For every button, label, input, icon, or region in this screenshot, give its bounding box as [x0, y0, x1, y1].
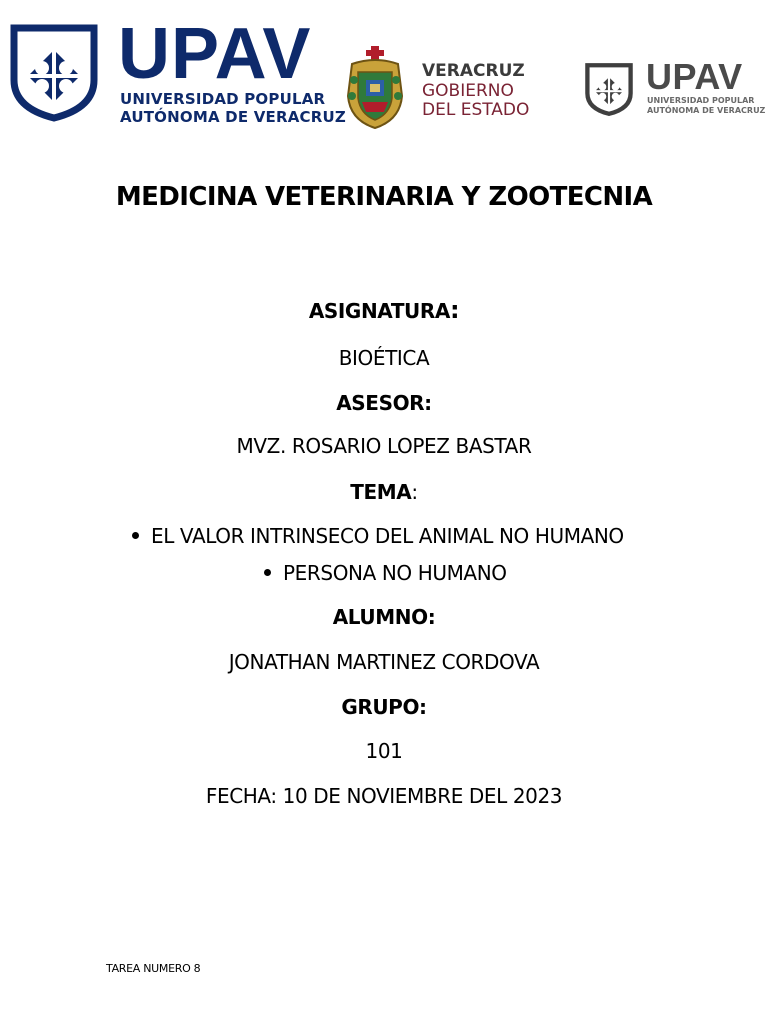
gov-line-del-estado: DEL ESTADO [422, 100, 530, 120]
topic-heading [0, 480, 768, 504]
upav-small-subtitle-line1: UNIVERSIDAD POPULAR [647, 96, 755, 105]
gov-line-veracruz: VERACRUZ [422, 61, 525, 81]
upav-small-subtitle-line2: AUTÓNOMA DE VERACRUZ [647, 106, 766, 115]
subject-value: BIOÉTICA [338, 346, 430, 370]
topic-colon: : [411, 480, 418, 504]
bullet-icon [132, 532, 139, 539]
topic-text: EL VALOR INTRINSECO DEL ANIMAL NO HUMANO [151, 524, 624, 548]
gov-line-gobierno: GOBIERNO [422, 81, 514, 101]
upav-shield-small-icon [584, 62, 634, 116]
upav-subtitle-line2: AUTÓNOMA DE VERACRUZ [120, 108, 346, 126]
veracruz-gov-logo [344, 46, 544, 132]
advisor-label: ASESOR: [336, 391, 432, 415]
topic-list-item [132, 524, 624, 548]
advisor-value: MVZ. ROSARIO LOPEZ BASTAR [236, 434, 532, 458]
date-line: FECHA: 10 DE NOVIEMBRE DEL 2023 [205, 784, 563, 808]
footer-note: TAREA NUMERO 8 [106, 962, 201, 975]
upav-logo [8, 14, 346, 126]
student-value: JONATHAN MARTINEZ CORDOVA [228, 650, 540, 674]
upav-logo-small [584, 56, 766, 122]
subject-colon: : [449, 296, 460, 324]
student-label: ALUMNO: [332, 605, 436, 629]
topic-label: TEMA [350, 480, 412, 504]
group-label: GRUPO: [341, 695, 427, 719]
career-title: MEDICINA VETERINARIA Y ZOOTECNIA [115, 182, 653, 212]
topic-list-item [264, 561, 507, 585]
upav-wordmark: UPAV [118, 14, 312, 94]
group-value: 101 [365, 739, 403, 763]
subject-label: ASIGNATURA [308, 299, 450, 323]
upav-shield-icon [8, 22, 100, 122]
upav-small-wordmark: UPAV [646, 56, 743, 97]
upav-subtitle-line1: UNIVERSIDAD POPULAR [120, 90, 326, 108]
veracruz-seal-icon [344, 46, 406, 130]
bullet-icon [264, 569, 271, 576]
topic-text: PERSONA NO HUMANO [283, 561, 507, 585]
subject-heading [0, 296, 768, 324]
